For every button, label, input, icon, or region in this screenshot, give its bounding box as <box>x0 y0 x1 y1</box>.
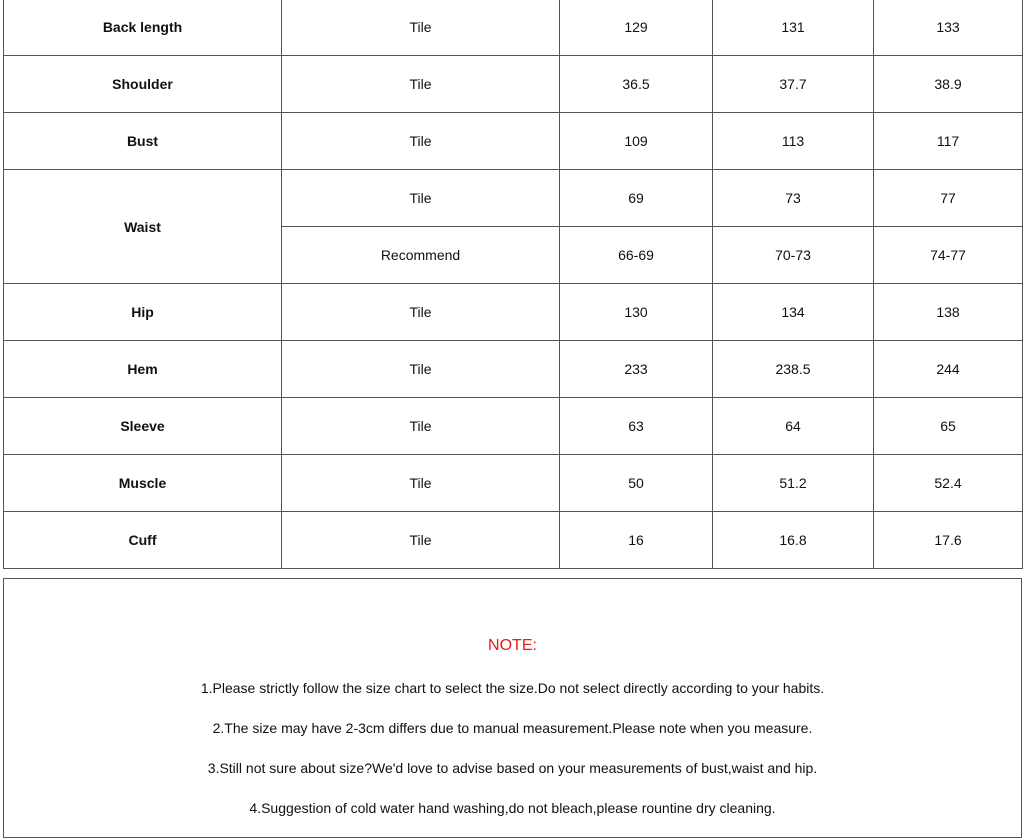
size-value: 69 <box>560 170 713 227</box>
measure-type: Tile <box>282 284 560 341</box>
size-value: 74-77 <box>874 227 1023 284</box>
size-value: 129 <box>560 0 713 56</box>
row-label: Hem <box>4 341 282 398</box>
size-value: 130 <box>560 284 713 341</box>
size-value: 63 <box>560 398 713 455</box>
measure-type: Tile <box>282 113 560 170</box>
size-value: 64 <box>713 398 874 455</box>
size-chart-table <box>3 0 1023 569</box>
row-label: Muscle <box>4 455 282 512</box>
measure-type: Recommend <box>282 227 560 284</box>
measure-type: Tile <box>282 170 560 227</box>
size-value: 37.7 <box>713 56 874 113</box>
size-value: 138 <box>874 284 1023 341</box>
measure-type: Tile <box>282 0 560 56</box>
table-row-sleeve <box>4 398 1023 455</box>
size-value: 51.2 <box>713 455 874 512</box>
size-value: 134 <box>713 284 874 341</box>
size-value: 131 <box>713 0 874 56</box>
row-label: Shoulder <box>4 56 282 113</box>
size-value: 238.5 <box>713 341 874 398</box>
note-title: NOTE: <box>488 637 537 654</box>
size-value: 117 <box>874 113 1023 170</box>
table-row-muscle <box>4 455 1023 512</box>
measure-type: Tile <box>282 56 560 113</box>
size-value: 77 <box>874 170 1023 227</box>
table-row-bust <box>4 113 1023 170</box>
row-label: Waist <box>4 170 282 284</box>
measure-type: Tile <box>282 512 560 569</box>
size-value: 133 <box>874 0 1023 56</box>
table-row-back-length <box>4 0 1023 56</box>
size-value: 52.4 <box>874 455 1023 512</box>
row-label: Cuff <box>4 512 282 569</box>
table-row-waist <box>4 170 1023 227</box>
measure-type: Tile <box>282 455 560 512</box>
size-value: 38.9 <box>874 56 1023 113</box>
size-value: 17.6 <box>874 512 1023 569</box>
measure-type: Tile <box>282 398 560 455</box>
size-value: 244 <box>874 341 1023 398</box>
measure-type: Tile <box>282 341 560 398</box>
size-value: 70-73 <box>713 227 874 284</box>
note-line: 4.Suggestion of cold water hand washing,do not bleach,please rountine dry cleaning. <box>249 800 776 816</box>
table-row-cuff <box>4 512 1023 569</box>
table-row-hem <box>4 341 1023 398</box>
size-value: 113 <box>713 113 874 170</box>
size-value: 16.8 <box>713 512 874 569</box>
size-value: 66-69 <box>560 227 713 284</box>
size-value: 16 <box>560 512 713 569</box>
size-value: 109 <box>560 113 713 170</box>
table-row-hip <box>4 284 1023 341</box>
row-label: Back length <box>4 0 282 56</box>
note-line: 1.Please strictly follow the size chart to select the size.Do not select directly according to your habits. <box>200 680 825 696</box>
row-label: Sleeve <box>4 398 282 455</box>
size-value: 50 <box>560 455 713 512</box>
table-row-shoulder <box>4 56 1023 113</box>
row-label: Hip <box>4 284 282 341</box>
note-box <box>3 578 1022 838</box>
row-label: Bust <box>4 113 282 170</box>
note-line: 3.Still not sure about size?We'd love to advise based on your measurements of bust,waist and hip. <box>207 760 818 776</box>
size-value: 233 <box>560 341 713 398</box>
note-line: 2.The size may have 2-3cm differs due to manual measurement.Please note when you measure. <box>212 720 813 736</box>
size-value: 73 <box>713 170 874 227</box>
size-value: 65 <box>874 398 1023 455</box>
size-value: 36.5 <box>560 56 713 113</box>
